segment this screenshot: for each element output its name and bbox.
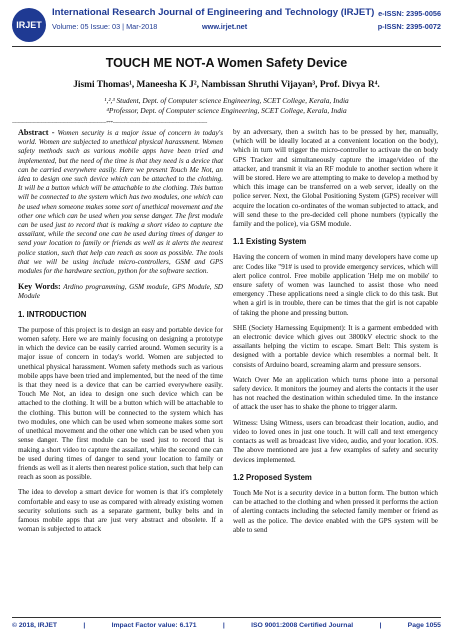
journal-header xyxy=(12,6,441,46)
author-list: Jismi Thomas¹, Maneesha K J², Nambissan Shruthi Vijayan³, Prof. Divya R⁴. xyxy=(73,80,380,90)
affiliation-students: ¹,²,³ Student, Dept. of Computer science Engineering, SCET College, Kerala, India xyxy=(104,96,349,105)
keywords-text: Ardino programming, GSM module, GPS Module, SD Module xyxy=(18,283,223,301)
keywords xyxy=(18,282,223,301)
affiliation-professor: ⁴Professor, Dept. of Computer science Engineering, SCET College, Kerala, India xyxy=(106,106,347,115)
existing-paragraph-2: SHE (Society Harnessing Equipment): It is a garment embedded with an electronic device which gives out 3800kV electric shock to the assailants helping the victim to escape. Smart Belt: This system is designed with a portable device which resembles a normal belt. It consists of Arduino board, screaming alarm and pressure sensors. xyxy=(233,323,438,369)
intro-paragraph-2: The idea to develop a smart device for women is that it's completely comfortable and easy to use as compared with already existing women security solutions such as a separate garment, bulky belts and in famous mobile apps that are just very abstract and obsolete. If a woman is subjected to attack xyxy=(18,488,223,534)
footer-copyright: © 2018, IRJET xyxy=(12,622,58,629)
proposed-paragraph-1: Touch Me Not is a security device in a button form. The button which can be attached to the clothing and when pressed it performs the action of alerting contacts including the selected family member or friend as well as the police. The device enabled with the GPS system will be able to send xyxy=(233,488,438,534)
footer-separator: | xyxy=(222,622,225,629)
irjet-logo: IRJET xyxy=(12,8,46,42)
footer-divider xyxy=(12,617,441,618)
footer-iso: ISO 9001:2008 Certified Journal xyxy=(251,622,354,629)
abstract xyxy=(18,128,223,276)
right-column xyxy=(233,128,438,541)
footer-page-number: Page 1055 xyxy=(407,622,441,629)
volume-issue: Volume: 05 Issue: 03 | Mar-2018 xyxy=(52,22,158,31)
existing-paragraph-4: Witness: Using Witness, users can broadcast their location, audio, and video to loved ones in just one touch. It will call and text emergency contacts as well as broadcast live video, audio, and your location. iOS. The above mentioned are just a few examples of safety and security devices implemented. xyxy=(233,418,438,464)
header-divider xyxy=(12,46,441,47)
footer-separator: | xyxy=(379,622,382,629)
p-issn: p-ISSN: 2395-0072 xyxy=(377,22,441,31)
existing-system-heading: 1.1 Existing System xyxy=(233,237,307,247)
abstract-text: Women security is a major issue of concern in today's world. Women are subjected to unethical physical harassment. Women safety methods such as various mobile apps have been tried and implemented, but the need of the time is that they need is a device that can be carried everywhere easily. Here we present Touch Me Not, an idea to design one such device which can be attached to the clothing. It will be a button which will be attachable to the clothing. This button will be connected to the system which has two modules, one which can be used when someone makes some sort of unethical movement and the other one which can be used when you sense danger. The first module can be used just to record that is making a short video to capture the assailant, while the second one can be used during times of danger to send your location to family or friends as well as it alerts the nearest police station, such that help can reach as soon as possible. The tools that we will be using include micro-controllers, GSM and GPS modules for the hardware section, python for the software section. xyxy=(18,129,223,276)
intro-continued: by an adversary, then a switch has to be pressed by her, manually, (which will be ideally located at a convenient location on the body), which in turn will trigger the micro-controller to activate the on body GPS Tracker and simultaneously capture the image/video of the attacker, and transmit it via an RF module to another section where it will be stored. Here we are attempting to make to develop a method by which this image can be transferred on a web server, ideally on the police server. Next, the Global Positioning System (GPS) receiver will acquire the location co-ordinates of the woman subjected to attack, and will send these to the pre-decided cell phone numbers (typically the family and the police), via GSM module. xyxy=(233,128,438,229)
intro-heading: 1. INTRODUCTION xyxy=(18,309,87,319)
intro-paragraph-1: The purpose of this project is to design an easy and portable device for women safety. Here we are mainly focusing on designing a prototype in which the device can be easily carried around. Women security is a major issue of concern in today's world. Women are subjected to unethical physical harassment. Women safety methods such as various mobile apps have been tried and implemented, but the need of the time is that they need is a device that can be carried everywhere easily. Touch Me Not, an idea to design one such device which can be attached to the clothing. It will be a button which will be attachable to the clothing. This button will be connected to the system which has two modules, one which can be used when someone makes some sort of unethical movement and the other one which can be used when you sense danger. The first module can be used just to record that is making a short video to capture the assailant, while the second one can be used during times of danger to send your location to family or friends as well as it alerts then nearest police station, such that help can reach as soon as possible. xyxy=(18,325,223,482)
existing-paragraph-1: Having the concern of women in mind many developers have come up are: Codes like "91# is used to provide emergency services, which will alert police control. Free mobile application 'Help me on mobile' to ensure safety of women was launched to assist those who need emergency .These applications need a single click to do this task. But when a girl is in trouble, there can be times that the girl is not capable of taking the phone and pressing button. xyxy=(233,253,438,317)
paper-title: TOUCH ME NOT-A Women Safety Device xyxy=(105,56,348,70)
footer-impact-factor: Impact Factor value: 6.171 xyxy=(111,622,197,629)
left-column xyxy=(18,128,223,540)
separator-line: ---------------------------------------------------------------------***--------------------------------------------------------------------- xyxy=(12,121,207,126)
e-issn: e-ISSN: 2395-0056 xyxy=(378,9,441,18)
existing-paragraph-3: Watch Over Me an application which turns phone into a personal safety device. It monitors the journey and alerts the contacts it the user has not reached the destination within scheduled time. In the instance of attack the user has to shake the phone to trigger alarm. xyxy=(233,375,438,412)
footer-separator: | xyxy=(83,622,86,629)
journal-name: International Research Journal of Engineering and Technology (IRJET) xyxy=(52,7,375,18)
proposed-system-heading: 1.2 Proposed System xyxy=(233,472,312,482)
page-footer xyxy=(12,622,441,629)
journal-website: www.irjet.net xyxy=(202,22,248,31)
abstract-label: Abstract - xyxy=(18,128,55,137)
keywords-label: Key Words: xyxy=(18,282,61,292)
